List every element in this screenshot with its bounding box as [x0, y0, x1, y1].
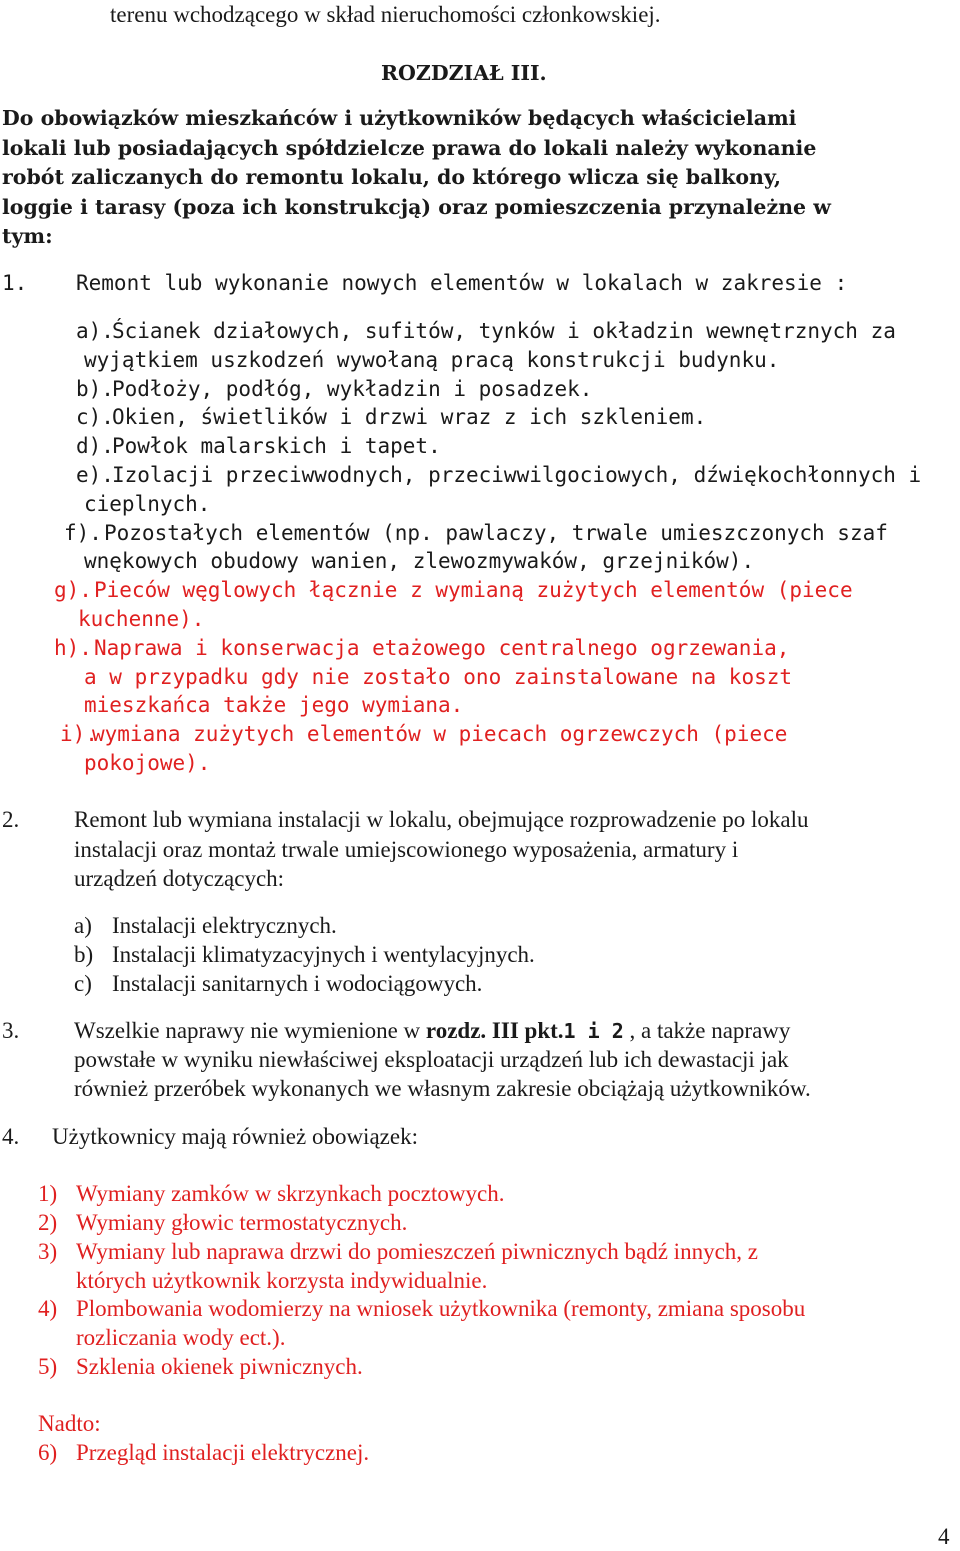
- section-text: powstałe w wyniku niewłaściwej eksploatacji urządzeń lub ich dewastacji jak: [74, 1047, 789, 1072]
- item-label: i).: [60, 722, 98, 746]
- item-text: a w przypadku gdy nie zostało ono zainstalowane na koszt: [84, 665, 793, 689]
- intro-line: loggie i tarasy (poza ich konstrukcją) oraz pomieszczenia przynależne w: [2, 195, 831, 219]
- item-text: wnękowych obudowy wanien, zlewozmywaków, grzejników).: [84, 549, 755, 573]
- item-label: b).: [76, 377, 114, 401]
- item-label: c): [74, 971, 92, 996]
- item-text: Ścianek działowych, sufitów, tynków i okładzin wewnętrznych za: [112, 319, 896, 343]
- top-line: terenu wchodzącego w skład nieruchomości członkowskiej.: [110, 2, 661, 27]
- item-text: Pieców węglowych łącznie z wymianą zużytych elementów (piece: [94, 578, 853, 602]
- item-text: mieszkańca także jego wymiana.: [84, 693, 464, 717]
- section-text: Remont lub wykonanie nowych elementów w lokalach w zakresie :: [76, 271, 848, 295]
- item-text: Przegląd instalacji elektrycznej.: [76, 1440, 370, 1465]
- item-label: a): [74, 913, 92, 938]
- item-label: e).: [76, 463, 114, 487]
- item-text: wyjątkiem uszkodzeń wywołaną pracą konstrukcji budynku.: [84, 348, 780, 372]
- section-text: urządzeń dotyczących:: [74, 866, 285, 891]
- section-text: , a także naprawy: [623, 1018, 791, 1043]
- chapter-heading: ROZDZIAŁ III.: [381, 61, 547, 85]
- item-text: Instalacji elektrycznych.: [112, 913, 337, 938]
- section-number: 3.: [2, 1018, 20, 1043]
- item-label: c).: [76, 405, 114, 429]
- item-text: Instalacji klimatyzacyjnych i wentylacyjnych.: [112, 942, 535, 967]
- section-text: Wszelkie naprawy nie wymienione w: [74, 1018, 426, 1043]
- section-text: również przeróbek wykonanych we własnym zakresie obciążają użytkowników.: [74, 1076, 811, 1101]
- item-text: Plombowania wodomierzy na wniosek użytkownika (remonty, zmiana sposobu: [76, 1296, 806, 1321]
- item-text: pokojowe).: [84, 751, 211, 775]
- item-text: Naprawa i konserwacja etażowego centralnego ogrzewania,: [94, 636, 790, 660]
- section-text: Remont lub wymiana instalacji w lokalu, obejmujące rozprowadzenie po lokalu: [74, 807, 809, 832]
- section-text: instalacji oraz montaż trwale umiejscowionego wyposażenia, armatury i: [74, 837, 739, 862]
- item-text: Izolacji przeciwwodnych, przeciwwilgociowych, dźwiękochłonnych i: [112, 463, 922, 487]
- item-text: Instalacji sanitarnych i wodociągowych.: [112, 971, 483, 996]
- bold-reference-numbers: 1 i 2: [563, 1019, 624, 1043]
- extra-heading: Nadto:: [38, 1411, 101, 1436]
- intro-line: robót zaliczanych do remontu lokalu, do którego wlicza się balkony,: [2, 165, 782, 189]
- item-label: 6): [38, 1440, 58, 1465]
- item-label: 5): [38, 1354, 58, 1379]
- item-text: Szklenia okienek piwnicznych.: [76, 1354, 363, 1379]
- section-number: 1.: [2, 271, 28, 295]
- item-label: 3): [38, 1239, 58, 1264]
- section-number: 2.: [2, 807, 20, 832]
- intro-line: Do obowiązków mieszkańców i użytkowników będących właścicielami: [2, 106, 797, 130]
- section-line: [74, 1016, 790, 1046]
- item-text: Okien, świetlików i drzwi wraz z ich szkleniem.: [112, 405, 707, 429]
- section-number: 4.: [2, 1124, 20, 1149]
- item-label: h).: [54, 636, 92, 660]
- item-label: a).: [76, 319, 114, 343]
- item-label: g).: [54, 578, 92, 602]
- intro-line: lokali lub posiadających spółdzielcze prawa do lokali należy wykonanie: [2, 136, 817, 160]
- item-text: Pozostałych elementów (np. pawlaczy, trwale umieszczonych szaf: [104, 521, 888, 545]
- item-text: rozliczania wody ect.).: [76, 1325, 286, 1350]
- bold-reference: rozdz. III pkt.: [425, 1018, 564, 1043]
- item-text: kuchenne).: [78, 607, 205, 631]
- item-label: 2): [38, 1210, 58, 1235]
- item-text: Wymiany lub naprawa drzwi do pomieszczeń piwnicznych bądź innych, z: [76, 1239, 758, 1264]
- item-label: d).: [76, 434, 114, 458]
- item-label: b): [74, 942, 94, 967]
- item-label: 4): [38, 1296, 58, 1321]
- item-label: 1): [38, 1181, 58, 1206]
- intro-line: tym:: [2, 224, 53, 248]
- item-text: Powłok malarskich i tapet.: [112, 434, 441, 458]
- page-number: 4: [938, 1524, 950, 1549]
- item-text: wymiana zużytych elementów w piecach ogrzewczych (piece: [92, 722, 788, 746]
- item-text: Wymiany zamków w skrzynkach pocztowych.: [76, 1181, 505, 1206]
- item-text: Wymiany głowic termostatycznych.: [76, 1210, 408, 1235]
- item-text: Podłoży, podłóg, wykładzin i posadzek.: [112, 377, 593, 401]
- item-text: których użytkownik korzysta indywidualnie.: [76, 1268, 488, 1293]
- section-text: Użytkownicy mają również obowiązek:: [52, 1124, 418, 1149]
- item-text: cieplnych.: [84, 492, 211, 516]
- item-label: f).: [64, 521, 102, 545]
